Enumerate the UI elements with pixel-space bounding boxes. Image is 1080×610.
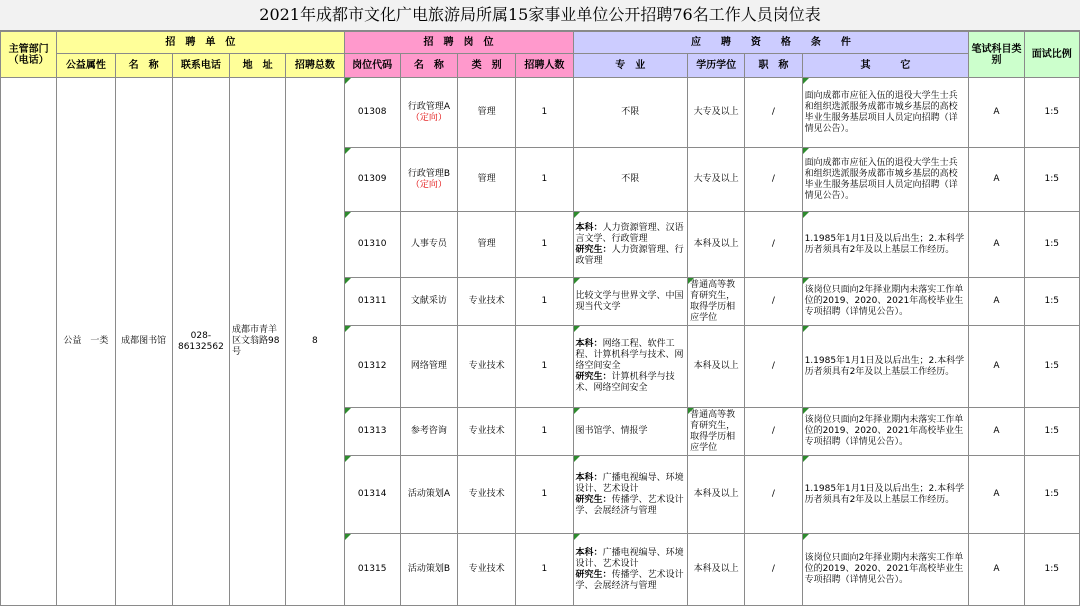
post-ratio: 1:5 [1024, 212, 1079, 278]
post-code: 01310 [344, 212, 400, 278]
header-welfare: 公益属性 [57, 54, 115, 78]
post-category: 专业技术 [458, 326, 516, 408]
post-other: 该岗位只面向2年择业期内未落实工作单位的2019、2020、2021年高校毕业生专项招聘（详情见公告）。 [802, 278, 969, 326]
major-bk: 广播电视编导、环境设计、艺术设计 [575, 472, 684, 494]
post-title-req: / [745, 408, 802, 456]
post-major [573, 326, 688, 408]
post-major: 不限 [573, 78, 688, 148]
post-degree: 大专及以上 [688, 148, 745, 212]
post-ratio: 1:5 [1024, 456, 1079, 534]
post-count: 1 [516, 278, 573, 326]
post-degree: 本科及以上 [688, 212, 745, 278]
major-bk-label: 本科： [575, 472, 603, 483]
post-category: 管理 [458, 212, 516, 278]
post-title-req: / [745, 278, 802, 326]
header-ratio: 面试比例 [1024, 32, 1079, 78]
header-req-group: 应 聘 资 格 条 件 [573, 32, 969, 54]
post-exam: A [969, 456, 1024, 534]
post-ratio: 1:5 [1024, 326, 1079, 408]
post-other: 面向成都市应征入伍的退役大学生士兵和组织选派服务成都市城乡基层的高校毕业生服务基层项目人员定向招聘（详情见公告）。 [802, 78, 969, 148]
post-ratio: 1:5 [1024, 148, 1079, 212]
post-name [400, 78, 457, 148]
post-name-note: （定向） [410, 179, 447, 190]
header-title-req: 职 称 [745, 54, 802, 78]
post-other: 该岗位只面向2年择业期内未落实工作单位的2019、2020、2021年高校毕业生专项招聘（详情见公告）。 [802, 534, 969, 606]
post-exam: A [969, 78, 1024, 148]
post-major: 图书馆学、情报学 [573, 408, 688, 456]
post-code: 01311 [344, 278, 400, 326]
post-category: 专业技术 [458, 534, 516, 606]
post-name: 活动策划B [400, 534, 457, 606]
post-exam: A [969, 534, 1024, 606]
major-bk: 网络工程、软件工程、计算机科学与技术、网络空间安全 [575, 339, 684, 371]
post-code: 01315 [344, 534, 400, 606]
post-title-req: / [745, 326, 802, 408]
post-exam: A [969, 408, 1024, 456]
major-bk-label: 本科： [575, 222, 603, 233]
post-degree: 本科及以上 [688, 326, 745, 408]
post-other: 1.1985年1月1日及以后出生；2.本科学历者须具有2年及以上基层工作经历。 [802, 326, 969, 408]
header-post-name: 名 称 [400, 54, 457, 78]
post-other: 面向成都市应征入伍的退役大学生士兵和组织选派服务成都市城乡基层的高校毕业生服务基层项目人员定向招聘（详情见公告）。 [802, 148, 969, 212]
post-major [573, 212, 688, 278]
major-yjs: 人力资源管理、行政管理 [575, 244, 684, 266]
header-major: 专 业 [573, 54, 688, 78]
post-count: 1 [516, 456, 573, 534]
post-title-req: / [745, 534, 802, 606]
major-yjs-label: 研究生： [575, 494, 612, 505]
unit-total: 8 [286, 78, 344, 606]
post-code: 01313 [344, 408, 400, 456]
major-bk: 广播电视编导、环境设计、艺术设计 [575, 547, 684, 569]
post-name-text: 行政管理A [407, 101, 450, 112]
post-name: 参考咨询 [400, 408, 457, 456]
major-yjs-label: 研究生： [575, 372, 612, 382]
header-address: 地 址 [230, 54, 286, 78]
header-post-code: 岗位代码 [344, 54, 400, 78]
major-yjs-label: 研究生： [575, 244, 612, 255]
job-table [0, 31, 1080, 606]
post-major [573, 534, 688, 606]
post-count: 1 [516, 534, 573, 606]
post-name: 人事专员 [400, 212, 457, 278]
post-name [400, 148, 457, 212]
post-count: 1 [516, 326, 573, 408]
post-code: 01312 [344, 326, 400, 408]
post-other: 该岗位只面向2年择业期内未落实工作单位的2019、2020、2021年高校毕业生专项招聘（详情见公告）。 [802, 408, 969, 456]
post-exam: A [969, 148, 1024, 212]
post-title-req: / [745, 78, 802, 148]
post-code: 01314 [344, 456, 400, 534]
header-count: 招聘人数 [516, 54, 573, 78]
header-other: 其 它 [802, 54, 969, 78]
post-category: 专业技术 [458, 456, 516, 534]
post-title-req: / [745, 212, 802, 278]
header-exam: 笔试科目类别 [969, 32, 1024, 78]
post-ratio: 1:5 [1024, 78, 1079, 148]
post-other: 1.1985年1月1日及以后出生；2.本科学历者须具有2年及以上基层工作经历。 [802, 212, 969, 278]
post-count: 1 [516, 212, 573, 278]
header-total: 招聘总数 [286, 54, 344, 78]
unit-welfare: 公益 一类 [57, 78, 115, 606]
post-name: 文献采访 [400, 278, 457, 326]
post-title-req: / [745, 456, 802, 534]
post-degree: 普通高等教育研究生，取得学历相应学位 [688, 408, 745, 456]
unit-address: 成都市青羊区文翁路98号 [230, 78, 286, 606]
unit-phone: 028-86132562 [172, 78, 229, 606]
post-exam: A [969, 212, 1024, 278]
header-phone: 联系电话 [172, 54, 229, 78]
post-major [573, 456, 688, 534]
post-category: 管理 [458, 148, 516, 212]
header-category: 类 别 [458, 54, 516, 78]
major-bk: 人力资源管理、汉语言文学、行政管理 [575, 222, 684, 244]
post-name: 网络管理 [400, 326, 457, 408]
major-yjs: 传播学、艺术设计学、会展经济与管理 [575, 569, 684, 591]
header-unit-group: 招 聘 单 位 [57, 32, 344, 54]
post-count: 1 [516, 408, 573, 456]
post-exam: A [969, 278, 1024, 326]
post-degree: 本科及以上 [688, 534, 745, 606]
sheet-title: 2021年成都市文化广电旅游局所属15家事业单位公开招聘76名工作人员岗位表 [0, 0, 1080, 31]
header-post-group: 招 聘 岗 位 [344, 32, 573, 54]
post-category: 专业技术 [458, 278, 516, 326]
post-category: 管理 [458, 78, 516, 148]
post-name-note: （定向） [410, 112, 447, 123]
header-dept: 主管部门（电话） [1, 32, 57, 78]
major-yjs: 计算机科学与技术、网络空间安全 [575, 372, 675, 393]
header-unit-name: 名 称 [115, 54, 172, 78]
unit-name: 成都图书馆 [115, 78, 172, 606]
post-degree: 大专及以上 [688, 78, 745, 148]
header-degree: 学历学位 [688, 54, 745, 78]
post-name: 活动策划A [400, 456, 457, 534]
major-bk-label: 本科： [575, 339, 603, 349]
post-ratio: 1:5 [1024, 408, 1079, 456]
major-yjs: 传播学、艺术设计学、会展经济与管理 [575, 494, 684, 516]
post-count: 1 [516, 148, 573, 212]
post-name-text: 行政管理B [407, 168, 450, 179]
major-bk-label: 本科： [575, 547, 603, 558]
post-count: 1 [516, 78, 573, 148]
post-degree: 普通高等教育研究生，取得学历相应学位 [688, 278, 745, 326]
post-code: 01309 [344, 148, 400, 212]
post-title-req: / [745, 148, 802, 212]
dept-cell [1, 78, 57, 606]
post-category: 专业技术 [458, 408, 516, 456]
post-ratio: 1:5 [1024, 534, 1079, 606]
post-ratio: 1:5 [1024, 278, 1079, 326]
post-major: 比较文学与世界文学、中国现当代文学 [573, 278, 688, 326]
post-other: 1.1985年1月1日及以后出生；2.本科学历者须具有2年及以上基层工作经历。 [802, 456, 969, 534]
post-code: 01308 [344, 78, 400, 148]
major-yjs-label: 研究生： [575, 569, 612, 580]
post-exam: A [969, 326, 1024, 408]
post-major: 不限 [573, 148, 688, 212]
post-degree: 本科及以上 [688, 456, 745, 534]
